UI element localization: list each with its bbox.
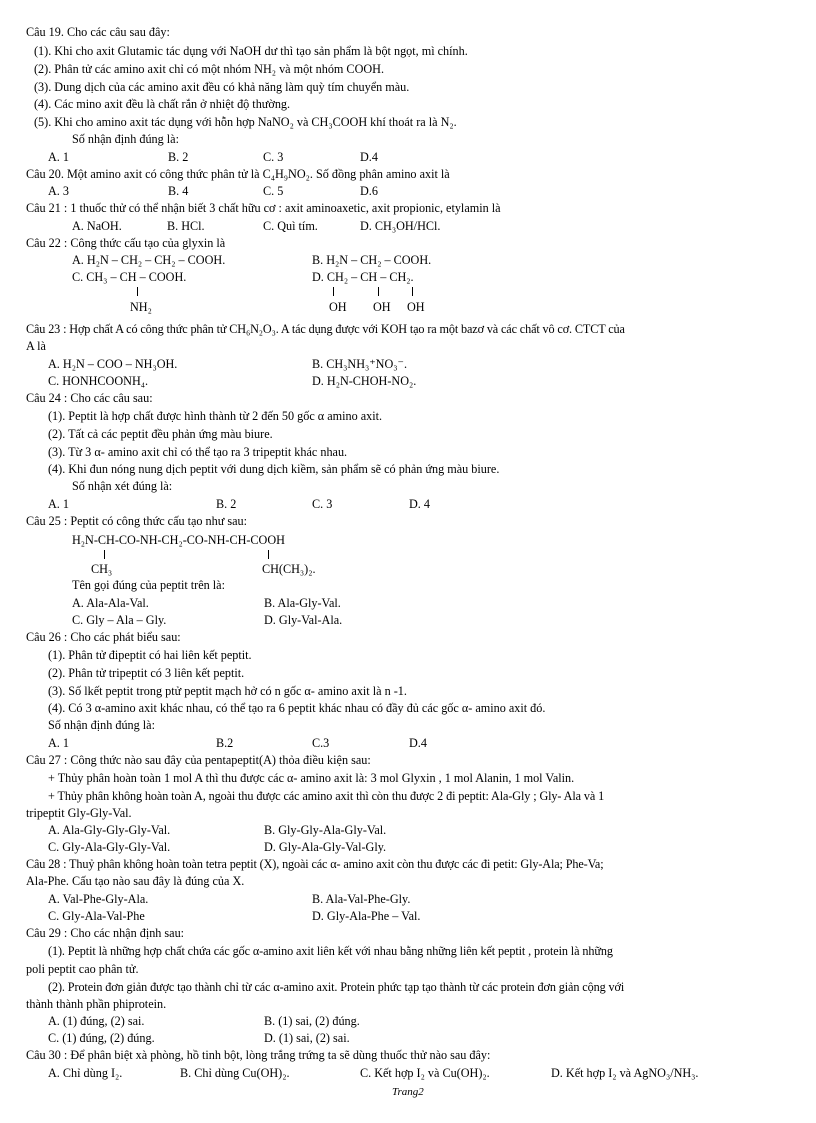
option-c: C. 3 — [263, 150, 284, 164]
prompt: Tên gọi đúng của peptit trên là: — [72, 578, 225, 592]
option-b: B. H₂N – CH₂ – COOH. — [312, 253, 432, 267]
option-d: D. (1) sai, (2) sai. — [264, 1031, 350, 1045]
option-a: A. Ala-Ala-Val. — [72, 596, 149, 610]
option-b: B.2 — [216, 736, 234, 750]
statement-1: (1). Peptit là hợp chất được hình thành từ 2 đến 50 gốc α amino axit. — [48, 409, 383, 423]
option-a: A. Val-Phe-Gly-Ala. — [48, 892, 149, 906]
bond-line — [137, 287, 138, 296]
condition-2: + Thủy phân không hoàn toàn A, ngoài thu được các amino axit thì còn thu được 2 đi peptit: Ala-Gly ; Gly- Ala và 1 — [48, 789, 605, 803]
option-a: A. Ala-Gly-Gly-Gly-Val. — [48, 823, 171, 837]
option-b: B. 2 — [216, 497, 237, 511]
condition-2-cont: tripeptit Gly-Gly-Val. — [26, 806, 132, 820]
question-title: Câu 30 : Để phân biệt xà phòng, hồ tinh bột, lòng trắng trứng ta sẽ dùng thuốc thử nào sau đây: — [26, 1048, 491, 1062]
option-a: A. (1) đúng, (2) sai. — [48, 1014, 145, 1028]
statement-2: (2). Phân tử tripeptit có 3 liên kết peptit. — [48, 666, 245, 680]
option-c: C. Quì tím. — [263, 219, 318, 233]
option-b: B. CH₃NH₃⁺NO₃⁻. — [312, 357, 408, 371]
question-title: Câu 21 : 1 thuốc thử có thể nhận biết 3 chất hữu cơ : axit aminoaxetic, axit propionic, etylamin là — [26, 201, 501, 215]
option-a: A. NaOH. — [72, 219, 122, 233]
statement-4: (4). Có 3 α-amino axit khác nhau, có thể tạo ra 6 peptit khác nhau có đầy đủ các gốc α- amino axit đó. — [48, 701, 546, 715]
question-title: Câu 28 : Thuỷ phân không hoàn toàn tetra peptit (X), ngoài các α- amino axit còn thu được các đi petit: Gly-Ala; Phe-Va; — [26, 857, 604, 871]
option-a: A. Chỉ dùng I₂. — [48, 1066, 123, 1080]
prompt: Số nhận định đúng là: — [48, 718, 155, 732]
option-c: C. Gly – Ala – Gly. — [72, 613, 167, 627]
statement-3: (3). Số lkết peptit trong ptử peptit mạch hở có n gốc α- amino axit là n -1. — [48, 684, 407, 698]
option-d: D. Gly-Val-Ala. — [264, 613, 343, 627]
question-title: Câu 19. Cho các câu sau đây: — [26, 25, 170, 39]
option-a: A. 3 — [48, 184, 69, 198]
statement-2: (2). Tất cả các peptit đều phản ứng màu biure. — [48, 427, 273, 441]
prompt: Số nhận định đúng là: — [72, 132, 179, 146]
option-a: A. 1 — [48, 736, 69, 750]
option-c: C. 5 — [263, 184, 284, 198]
substituent: CH₃ — [91, 562, 113, 576]
substituent: OH — [329, 300, 347, 314]
statement-1: (1). Khi cho axit Glutamic tác dụng với NaOH dư thì tạo sản phẩm là bột ngọt, mì chính. — [34, 44, 468, 58]
bond-line — [333, 287, 334, 296]
question-title: Câu 20. Một amino axit có công thức phân tử là C₄H₉NO₂. Số đồng phân amino axit là — [26, 167, 450, 181]
option-a: A. 1 — [48, 497, 69, 511]
statement-5: (5). Khi cho amino axit tác dụng với hỗn hợp NaNO₂ và CH₃COOH khí thoát ra là N₂. — [34, 115, 457, 129]
question-title: Câu 25 : Peptit có công thức cấu tạo như sau: — [26, 514, 248, 528]
question-title: Câu 26 : Cho các phát biểu sau: — [26, 630, 181, 644]
peptide-formula: H₂N-CH-CO-NH-CH₂-CO-NH-CH-COOH — [72, 533, 285, 547]
option-b: B. (1) sai, (2) đúng. — [264, 1014, 360, 1028]
option-b: B. Ala-Gly-Val. — [264, 596, 341, 610]
option-d: D. Gly-Ala-Phe – Val. — [312, 909, 421, 923]
statement-1: (1). Phân tử đipeptit có hai liên kết peptit. — [48, 648, 252, 662]
option-c: C. Gly-Ala-Val-Phe — [48, 909, 145, 923]
option-d: D. Gly-Ala-Gly-Val-Gly. — [264, 840, 387, 854]
option-c: C. Gly-Ala-Gly-Gly-Val. — [48, 840, 171, 854]
option-d: D. CH₃OH/HCl. — [360, 219, 441, 233]
question-title: Câu 23 : Hợp chất A có công thức phân tử CH₆N₂O₃. A tác dụng được với KOH tạo ra một bazơ và các chất vô cơ. CTCT của — [26, 322, 625, 336]
condition-1: + Thủy phân hoàn toàn 1 mol A thì thu được các α- amino axit là: 3 mol Glyxin , 1 mol Alanin, 1 mol Valin. — [48, 771, 575, 785]
statement-1-cont: poli peptit cao phân tử. — [26, 962, 139, 976]
option-a: A. 1 — [48, 150, 69, 164]
option-c: C. Kết hợp I₂ và Cu(OH)₂. — [360, 1066, 490, 1080]
question-title-cont: A là — [26, 339, 46, 353]
page-number: Trang2 — [392, 1086, 424, 1098]
bond-line — [268, 550, 269, 559]
question-title-cont: Ala-Phe. Cấu tạo nào sau đây là đúng của X. — [26, 874, 245, 888]
prompt: Số nhận xét đúng là: — [72, 479, 173, 493]
option-d: D.4 — [360, 150, 378, 164]
option-d: D. H₂N-CHOH-NO₂. — [312, 374, 417, 388]
bond-line — [412, 287, 413, 296]
option-b: B. Ala-Val-Phe-Gly. — [312, 892, 411, 906]
bond-line — [104, 550, 105, 559]
option-a: A. H₂N – CH₂ – CH₂ – COOH. — [72, 253, 226, 267]
statement-1: (1). Peptit là những hợp chất chứa các gốc α-amino axit liên kết với nhau bằng những liên kết peptit , protein là những — [48, 944, 613, 958]
option-b: B. HCl. — [167, 219, 205, 233]
option-c: C. 3 — [312, 497, 333, 511]
statement-3: (3). Dung dịch của các amino axit đều có khả năng làm quỳ tím chuyển màu. — [34, 80, 410, 94]
option-d: D.6 — [360, 184, 378, 198]
option-c: C. (1) đúng, (2) đúng. — [48, 1031, 155, 1045]
statement-2: (2). Protein đơn giản được tạo thành chỉ từ các α-amino axit. Protein phức tạp tạo thành từ các protein đơn giản cộng với — [48, 980, 625, 994]
option-b: B. 4 — [168, 184, 189, 198]
option-c: C.3 — [312, 736, 330, 750]
statement-2-cont: thành thành phần phiprotein. — [26, 997, 167, 1011]
option-b: B. 2 — [168, 150, 189, 164]
option-d: D. 4 — [409, 497, 430, 511]
option-d: D. Kết hợp I₂ và AgNO₃/NH₃. — [551, 1066, 699, 1080]
bond-line — [378, 287, 379, 296]
substituent: NH₂ — [130, 300, 152, 314]
substituent: CH(CH₃)₂. — [262, 562, 316, 576]
statement-2: (2). Phân tử các amino axit chỉ có một nhóm NH₂ và một nhóm COOH. — [34, 62, 385, 76]
option-c: C. HONHCOONH₄. — [48, 374, 149, 388]
substituent: OH — [407, 300, 425, 314]
question-title: Câu 27 : Công thức nào sau đây của pentapeptit(A) thỏa điều kiện sau: — [26, 753, 371, 767]
question-title: Câu 24 : Cho các câu sau: — [26, 391, 153, 405]
statement-4: (4). Các mino axit đều là chất rắn ở nhiệt độ thường. — [34, 97, 291, 111]
question-title: Câu 22 : Công thức cấu tạo của glyxin là — [26, 236, 226, 250]
statement-4: (4). Khi đun nóng nung dịch peptit với dung dịch kiềm, sản phẩm sẽ có phản ứng màu biure. — [48, 462, 500, 476]
option-b: B. Chỉ dùng Cu(OH)₂. — [180, 1066, 290, 1080]
option-d: D. CH₂ – CH – CH₂. — [312, 270, 414, 284]
option-a: A. H₂N – COO – NH₃OH. — [48, 357, 178, 371]
substituent: OH — [373, 300, 391, 314]
question-title: Câu 29 : Cho các nhận định sau: — [26, 926, 185, 940]
statement-3: (3). Từ 3 α- amino axit chỉ có thể tạo ra 3 tripeptit khác nhau. — [48, 445, 348, 459]
option-c: C. CH₃ – CH – COOH. — [72, 270, 187, 284]
option-b: B. Gly-Gly-Ala-Gly-Val. — [264, 823, 387, 837]
option-d: D.4 — [409, 736, 427, 750]
